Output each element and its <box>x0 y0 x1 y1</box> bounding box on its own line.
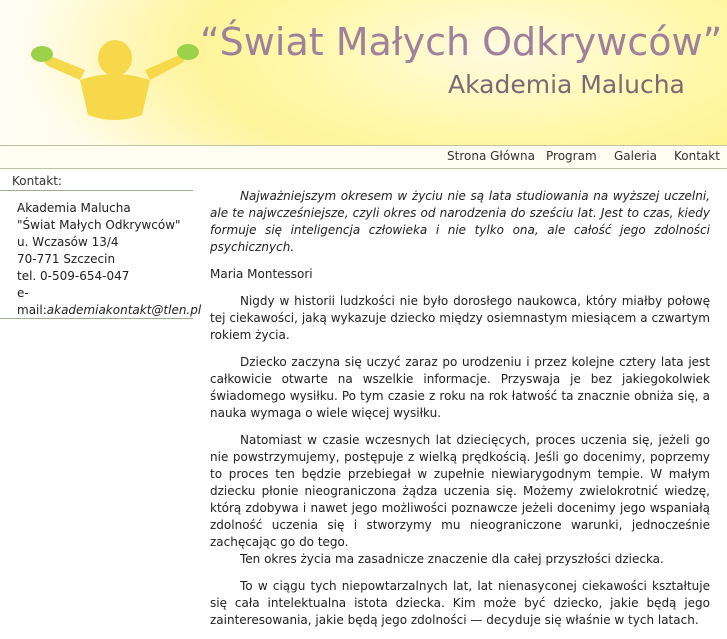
quote-author: Maria Montessori <box>210 267 313 281</box>
email-prefix: mail: <box>17 303 47 317</box>
contact-line: tel. 0-509-654-047 <box>17 269 130 283</box>
main-content <box>210 188 710 639</box>
contact-line: u. Wczasów 13/4 <box>17 235 119 249</box>
nav-gallery[interactable]: Galeria <box>614 149 657 163</box>
site-subtitle: Akademia Malucha <box>448 70 685 99</box>
email-link[interactable]: akademiakontakt@tlen.pl <box>46 303 202 317</box>
paragraph: Dziecko zaczyna się uczyć zaraz po urodzeniu i przez kolejne cztery lata jest całkowicie otwarte na wszelkie informacje. Przyswaja je bez jakiegokolwiek świadomego wysiłku. Po tym czasie z roku na rok łatwość ta znacznie obniża się, a nauka wymaga o wiele więcej wysiłku. <box>210 355 710 420</box>
paragraph: Ten okres życia ma zasadnicze znaczenie dla całej przyszłości dziecka. <box>240 552 664 566</box>
top-navigation <box>0 145 727 169</box>
contact-block <box>17 200 202 319</box>
site-title: “Świat Małych Odkrywców” <box>200 20 723 64</box>
sidebar-divider <box>0 190 193 191</box>
sidebar-divider <box>0 318 193 319</box>
child-figure-logo <box>30 30 200 125</box>
header-banner <box>0 0 727 145</box>
sidebar-heading: Kontakt: <box>12 174 62 188</box>
nav-contact[interactable]: Kontakt <box>674 149 720 163</box>
contact-line: "Świat Małych Odkrywców" <box>17 218 181 232</box>
paragraph: To w ciągu tych niepowtarzalnych lat, lat nienasyconej ciekawości kształtuje się cała intelektualna istota dziecka. Kim może być dziecko, jakie będą jego zainteresowania, jakie będą jego zdolności — decyduje się właśnie w tych latach. <box>210 579 710 627</box>
contact-line: 70-771 Szczecin <box>17 252 116 266</box>
contact-line: Akademia Malucha <box>17 201 131 215</box>
paragraph: Natomiast w czasie wczesnych lat dziecięcych, proces uczenia się, jeżeli go nie powstrzymujemy, postępuje z wielką prędkością. Jeśli go docenimy, poprzemy to proces ten będzie przebiegał w zupełnie niewiarygodnym tempie. W małym dziecku płonie nieograniczona żądza uczenia się. Możemy zwielokrotnić wiedzę, którą zdobywa i nawet jego możliwości poznawcze jeżeli docenimy jego wspaniałą zdolność uczenia się i stworzymy mu nieograniczone warunki, jednocześnie zachęcając go do tego. <box>210 433 710 549</box>
nav-home[interactable]: Strona Główna <box>447 149 535 163</box>
montessori-quote: Najważniejszym okresem w życiu nie są lata studiowania na wyższej uczelni, ale te najwcześniejsze, czyli okres od narodzenia do sześciu lat. Jest to czas, kiedy formuje się inteligencja człowieka i nie tylko ona, ale całość jego zdolności psychicznych. <box>210 189 710 254</box>
nav-program[interactable]: Program <box>546 149 597 163</box>
paragraph: Nigdy w historii ludzkości nie było dorosłego naukowca, który miałby połowę tej ciekawości, jaką wykazuje dziecko między osiemnastym miesiącem a czwartym rokiem życia. <box>210 294 710 342</box>
contact-email-line <box>17 302 202 319</box>
contact-line: e- <box>17 286 29 300</box>
